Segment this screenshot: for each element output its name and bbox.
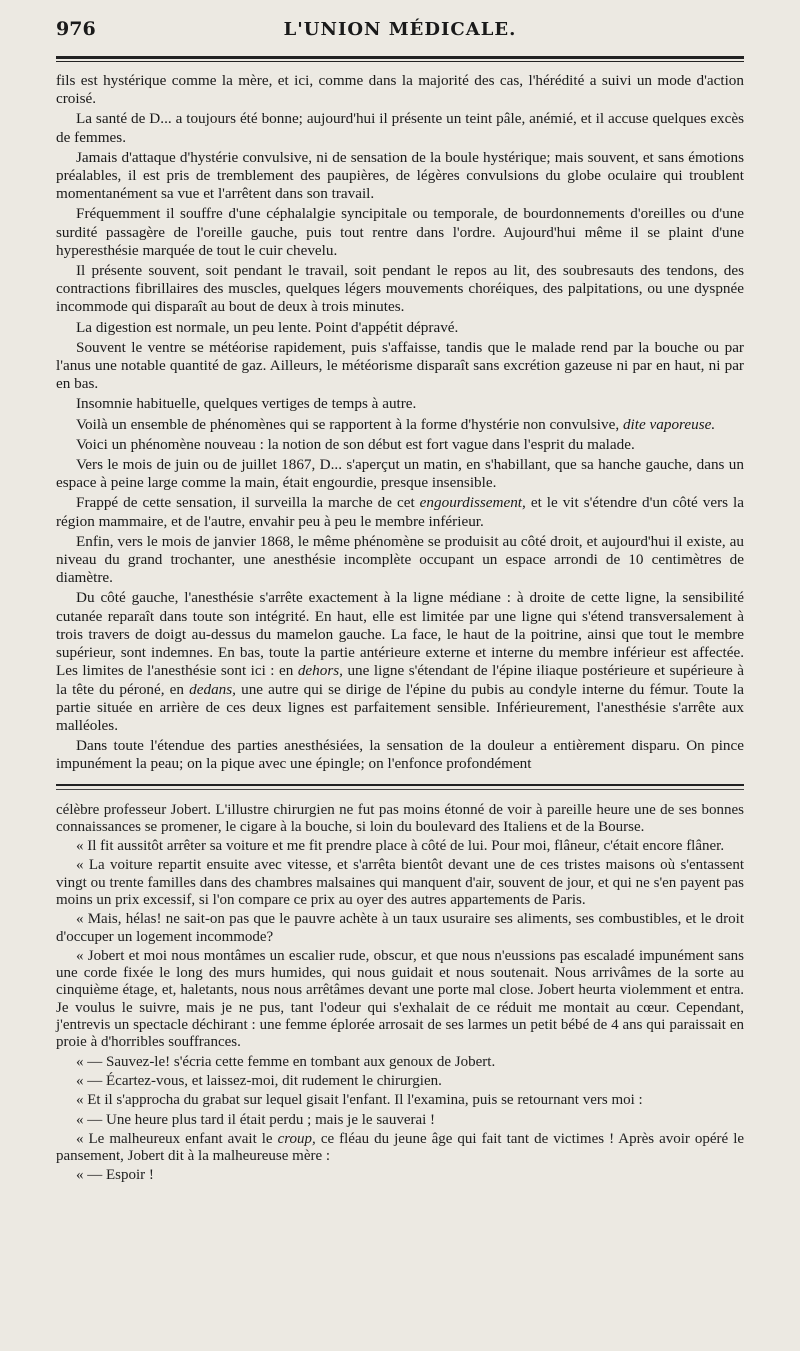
journal-title: L'UNION MÉDICALE. — [283, 19, 517, 40]
feuilleton-separator — [56, 784, 744, 790]
paragraph: « — Sauvez-le! s'écria cette femme en tombant aux genoux de Jobert. — [76, 1053, 496, 1070]
paragraph: Dans toute l'étendue des parties anesthésiées, la sensation de la douleur a entièrement disparu. On pince impunément la peau; on la pique avec une épingle; on l'enfonce profondément — [56, 737, 744, 773]
paragraph — [56, 1131, 744, 1166]
paragraph: « Il fit aussitôt arrêter sa voiture et me fit prendre place à côté de lui. Pour moi, flâneur, c'était encore flâner. — [76, 838, 725, 855]
paragraph: Insomnie habituelle, quelques vertiges de temps à autre. — [76, 395, 417, 413]
text-run: et le vit s'étendre d'un côté vers la région mammaire, et de l'autre, envahir peu à peu le membre inférieur. — [56, 494, 745, 530]
article-body — [56, 72, 744, 774]
paragraph: « — Espoir ! — [76, 1167, 154, 1184]
italic-term: dite vaporeuse. — [622, 415, 716, 433]
paragraph: Voici un phénomène nouveau : la notion de son début est fort vague dans l'esprit du malade. — [76, 435, 635, 453]
paragraph: Fréquemment il souffre d'une céphalalgie syncipitale ou temporale, de bourdonnements d'oreilles ou d'une surdité passagère de l'oreille gauche, puis tout rentre dans l'ordre. Aujourd'hui même il se plaint d'une hyperesthésie marquée de tout le cuir chevelu. — [56, 205, 744, 259]
text-run: une ligne s'étendant de l'épine iliaque postérieure et supérieure à la tête du péroné, en — [56, 662, 745, 698]
paragraph: « Jobert et moi nous montâmes un escalier rude, obscur, et que nous n'eussions pas escaladé impunément sans une corde fixée le long des murs humides, qui nous guidait et nous soutenait. Nous arrivâmes de la sorte au cinquième étage, et, haletants, nous nous arrêtâmes devant une porte mal close. Jobert heurta violemment et entra. Je voulus le suivre, mais je ne pus, tant l'odeur qui s'exhalait de ce réduit me montait au cœur. Cependant, j'entrevis un spectacle déchirant : une femme éplorée arrosait de ses larmes un petit bébé de 4 ans qui paraissait en proie à d'horribles souffrances. — [56, 947, 744, 1051]
paragraph — [56, 589, 744, 735]
paragraph: La santé de D... a toujours été bonne; aujourd'hui il présente un teint pâle, anémié, et il accuse quelques excès de femmes. — [56, 110, 744, 146]
text-run: une autre qui se dirige de l'épine du pubis au condyle interne du fémur. Toute la partie située en arrière de ces deux lignes est parfaitement sensible. Inférieurement, l'anesthésie s'arrête aux malléoles. — [56, 680, 744, 734]
paragraph: « — Écartez-vous, et laissez-moi, dit rudement le chirurgien. — [76, 1072, 442, 1089]
text-run: Frappé de cette sensation, il surveilla la marche de cet — [76, 494, 415, 512]
paragraph: « La voiture repartit ensuite avec vitesse, et s'arrêta bientôt devant une de ces tristes maisons où s'entassent vingt ou trente familles dans des chambres malsaines qui manquent d'air, souvent de jour, et qui ne s'en payent pas moins un prix excessif, si l'on compare ce prix au oyer des autres appartements de Paris. — [56, 857, 744, 908]
paragraph: célèbre professeur Jobert. L'illustre chirurgien ne fut pas moins étonné de voir à pareille heure une de ses bonnes connaissances se promener, le cigare à la bouche, si loin du boulevard des Italiens et de la Bourse. — [56, 801, 744, 835]
paragraph: Il présente souvent, soit pendant le travail, soit pendant le repos au lit, des soubresauts des tendons, des contractions fibrillaires des muscles, quelques légers mouvements choréiques, des palpitations, ou une dyspnée incommode qui disparaît au bout de deux à trois minutes. — [56, 262, 744, 316]
paragraph: fils est hystérique comme la mère, et ici, comme dans la majorité des cas, l'hérédité a suivi un mode d'action croisé. — [56, 72, 744, 108]
page-header — [56, 18, 744, 52]
text-run: Du côté gauche, l'anesthésie s'arrête exactement à la ligne médiane : à droite de cette ligne, la sensibilité cutanée reparaît dans toute son intégrité. En haut, elle est limitée par une ligne qui s'étend transversalement à trois travers de doigt au-dessus du mamelon gauche. La face, le haut de la poitrine, ainsi que tout le membre supérieur, sont indemnes. En bas, toute la partie antérieure externe et interne du membre inférieur est affectée. Les limites de l'anesthésie sont ici : en — [56, 589, 744, 680]
paragraph — [56, 494, 744, 530]
paragraph: Vers le mois de juin ou de juillet 1867, D... s'aperçut un matin, en s'habillant, que sa hanche gauche, dans un espace à peine large comme la main, était engourdie, presque insensible. — [56, 456, 744, 492]
paragraph: « Et il s'approcha du grabat sur lequel gisait l'enfant. Il l'examina, puis se retournant vers moi : — [76, 1092, 643, 1109]
italic-term: engourdissement, — [419, 494, 526, 512]
italic-term: croup, — [277, 1130, 316, 1147]
header-rule — [56, 56, 744, 62]
paragraph — [56, 416, 744, 434]
italic-term: dedans, — [189, 680, 236, 698]
text-run: ce fléau du jeune âge qui fait tant de victimes ! Après avoir opéré le pansement, Jobert dit à la malheureuse mère : — [56, 1130, 745, 1165]
paragraph: Jamais d'attaque d'hystérie convulsive, ni de sensation de la boule hystérique; mais souvent, et sans émotions préalables, il est pris de tremblement des paupières, de légères convulsions du globe oculaire qui troublent momentanément sa vue et l'arrêtent dans son travail. — [56, 148, 744, 203]
feuilleton-body — [56, 802, 744, 1185]
page-number: 976 — [56, 18, 96, 40]
paragraph: « Mais, hélas! ne sait-on pas que le pauvre achète à un taux usuraire ses aliments, ses combustibles, et le droit d'occuper un logement incommode? — [56, 911, 744, 945]
paragraph: « — Une heure plus tard il était perdu ; mais je le sauverai ! — [76, 1111, 436, 1128]
paragraph: Souvent le ventre se météorise rapidement, puis s'affaisse, tandis que le malade rend par la bouche ou par l'anus une notable quantité de gaz. Ailleurs, le météorisme disparaît sans excrétion gazeuse ni par en haut, ni par en bas. — [56, 338, 744, 393]
text-run: Voilà un ensemble de phénomènes qui se rapportent à la forme d'hystérie non convulsive, — [76, 415, 620, 433]
paragraph: Enfin, vers le mois de janvier 1868, le même phénomène se produisit au côté droit, et aujourd'hui il existe, au niveau du grand trochanter, une anesthésie incomplète occupant un espace arrondi de 10 centimètres de diamètre. — [56, 532, 744, 587]
italic-term: dehors, — [297, 662, 343, 680]
text-run: « Le malheureux enfant avait le — [76, 1130, 273, 1147]
paragraph: La digestion est normale, un peu lente. Point d'appétit dépravé. — [76, 318, 459, 336]
